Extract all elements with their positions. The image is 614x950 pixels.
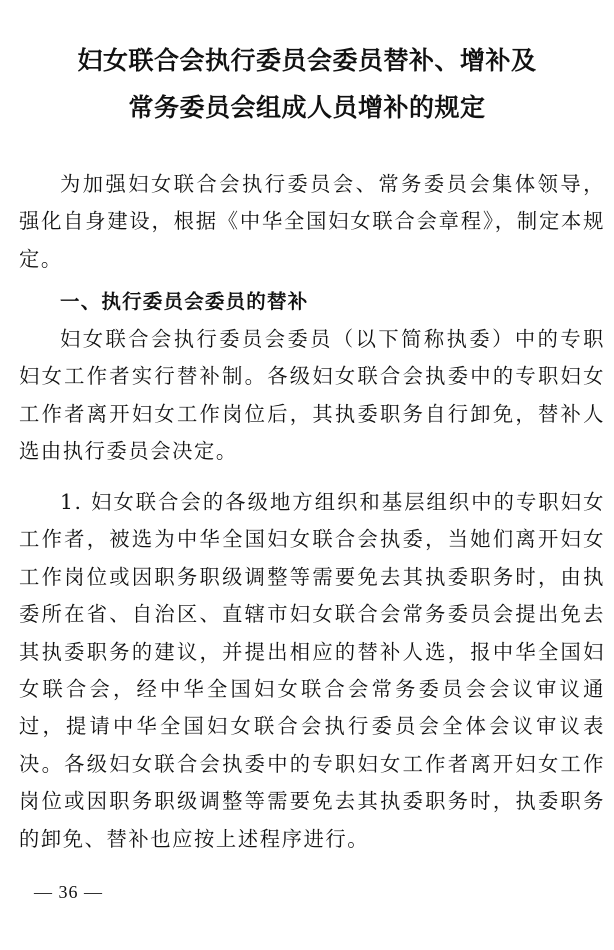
document-title-line-2: 常务委员会组成人员增补的规定 [128, 93, 486, 122]
numbered-item-paragraph: 1. 妇女联合会的各级地方组织和基层组织中的专职妇女工作者，被选为中华全国妇女联合会执委，当她们离开妇女工作岗位或因职务职级调整等需要免去其执委职务时，由执委所在省、自治区、直辖市妇女联合会常务委员会提出免去其执委职务的建议，并提出相应的替补人选，报中华全国妇女联合会，经中华全国妇女联合会常务委员会会议审议通过，提请中华全国妇女联合会执行委员会全体会议审议表决。各级妇女联合会执委中的专职妇女工作者离开妇女工作岗位或因职务职级调整等需要免去其执委职务时，执委职务的卸免、替补也应按上述程序进行。 [19, 490, 605, 851]
intro-paragraph: 为加强妇女联合会执行委员会、常务委员会集体领导，强化自身建设，根据《中华全国妇女联合会章程》，制定本规定。 [19, 172, 605, 271]
section-heading: 一、执行委员会委员的替补 [60, 290, 309, 313]
section-paragraph: 妇女联合会执行委员会委员（以下简称执委）中的专职妇女工作者实行替补制。各级妇女联合会执委中的专职妇女工作者离开妇女工作岗位后，其执委职务自行卸免，替补人选由执行委员会决定。 [19, 327, 605, 464]
document-title-line-1: 妇女联合会执行委员会委员替补、增补及 [77, 46, 537, 75]
page-number: — 36 — [34, 882, 103, 902]
